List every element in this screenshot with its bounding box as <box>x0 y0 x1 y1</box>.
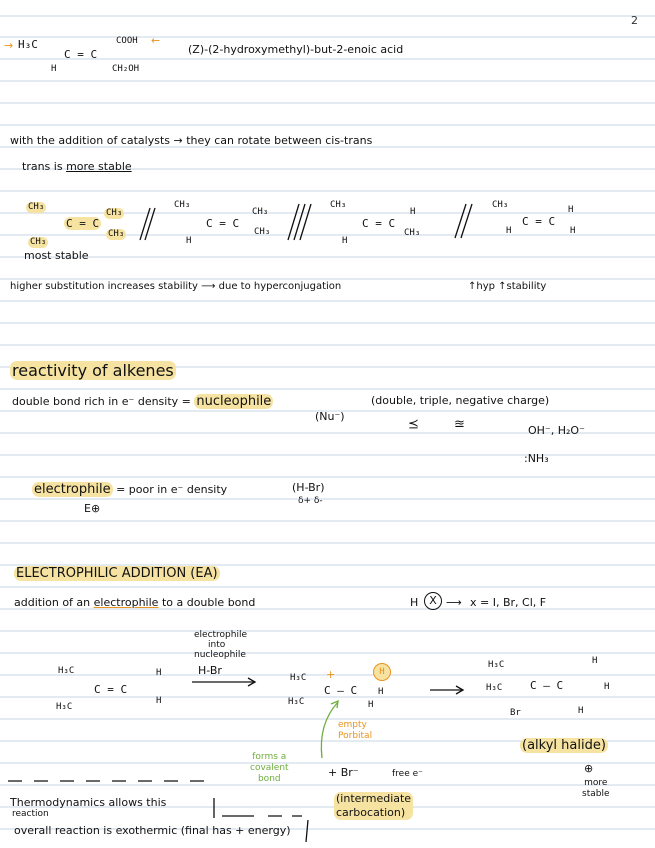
separator-2 <box>285 202 315 242</box>
product-single-bond: C — C <box>530 679 564 692</box>
ea-note-3: nucleophile <box>194 650 246 660</box>
hx-h: H <box>410 596 419 609</box>
nucleophile-symbol: (Nu⁻) <box>315 410 345 423</box>
isomer-c-top-right: H <box>410 207 416 217</box>
product-h3c-mid: H₃C <box>486 683 503 693</box>
ea-note-2: into <box>208 640 226 650</box>
nucleophile-examples: (double, triple, negative charge) <box>371 394 550 407</box>
free-electron: free e⁻ <box>392 769 423 779</box>
top-cooh: COOH <box>116 36 138 46</box>
trans-line <box>22 160 132 173</box>
intermediate-h3c-bottom: H₃C <box>288 697 305 707</box>
ea-reagent: H-Br <box>198 664 222 677</box>
isomer-b-bottom-right: CH₃ <box>254 227 271 237</box>
ea-definition <box>14 596 255 609</box>
isomer-b-top-left: CH₃ <box>174 200 191 210</box>
reactant-h-top: H <box>156 668 162 678</box>
intermediate-h3c-top: H₃C <box>290 673 307 683</box>
page-number: 2 <box>631 14 638 27</box>
hbr-example: (H-Br) <box>292 481 325 494</box>
product-br: Br <box>510 708 521 718</box>
hx-arrow: ⟶ <box>446 596 462 609</box>
triple-bond-symbol: ≊ <box>454 417 465 432</box>
isomer-d-bottom-left: H <box>506 226 512 236</box>
hbr-partial-charges: δ+ δ- <box>298 496 323 506</box>
electrophile-term: electrophile <box>34 482 111 497</box>
double-bond-symbol: ⪯ <box>408 417 419 432</box>
isomer-a-top-left: CH₃ <box>28 202 45 212</box>
ea-def-suffix: to a double bond <box>161 596 256 609</box>
hyperconjugation-line: higher substitution increases stability ⟶ due to hyperconjugation <box>10 281 342 292</box>
isomer-c-bottom-right: CH₃ <box>404 228 421 238</box>
reactivity-line <box>12 394 273 409</box>
product-h3c-top: H₃C <box>488 660 505 670</box>
top-h3c: H₃C <box>18 38 38 51</box>
intermediate-carbocation: (intermediate carbocation) <box>336 792 412 819</box>
covalent-bond-arrow <box>316 696 346 760</box>
nucleophile-term: nucleophile <box>196 394 272 409</box>
more-stable-plus: ⊕ <box>584 762 594 775</box>
bromide-ion: + Br⁻ <box>328 766 359 779</box>
separator-3 <box>452 202 476 240</box>
ion-examples: OH⁻, H₂O⁻ <box>528 424 585 437</box>
pointer-arrow-left: → <box>4 39 14 52</box>
empty-p-orbital: empty Porbital <box>338 720 373 741</box>
top-double-bond: C = C <box>64 48 98 61</box>
thermo-line-3: overall reaction is exothermic (final has + energy) <box>14 824 291 837</box>
more-stable-label: more stable <box>582 778 610 799</box>
isomer-c-top-left: CH₃ <box>330 200 347 210</box>
energy-dashed-line <box>6 776 206 786</box>
separator-1 <box>136 206 156 242</box>
forms-covalent-bond: forms a covalent bond <box>250 752 289 784</box>
isomer-a-bottom-left: CH₃ <box>30 237 47 247</box>
trans-more-stable: more stable <box>66 160 132 173</box>
isomer-d-double-bond: C = C <box>522 215 556 228</box>
top-ch2oh: CH₂OH <box>112 64 140 74</box>
intermediate-plus: + <box>326 668 336 681</box>
product-arrow <box>428 684 468 696</box>
top-h: H <box>51 64 57 74</box>
isomer-d-top-left: CH₃ <box>492 200 509 210</box>
isomer-d-top-right: H <box>568 205 574 215</box>
intermediate-h-circled: H <box>373 663 391 681</box>
reactivity-prefix: double bond rich in e⁻ density = <box>12 395 191 408</box>
reactant-h-bottom: H <box>156 696 162 706</box>
iupac-name: (Z)-(2-hydroxymethyl)-but-2-enoic acid <box>188 43 404 56</box>
hyperconjugation-note: ↑hyp ↑stability <box>468 281 547 292</box>
product-h-right: H <box>604 682 610 692</box>
reactant-h3c-top: H₃C <box>58 666 75 676</box>
catalysts-line: with the addition of catalysts → they can rotate between cis-trans <box>10 134 373 147</box>
ammonia: :NH₃ <box>524 452 549 465</box>
ea-note-1: electrophile <box>194 630 248 640</box>
trans-prefix: trans is <box>22 160 63 173</box>
ea-def-electrophile: electrophile <box>93 596 159 609</box>
product-h-top: H <box>592 656 598 666</box>
electrophile-def: = poor in e⁻ density <box>116 483 228 496</box>
thermo-line-2: reaction <box>12 809 49 819</box>
isomer-c-double-bond: C = C <box>362 217 396 230</box>
pointer-arrow-right: ← <box>151 34 161 47</box>
ea-def-prefix: addition of an <box>14 596 91 609</box>
isomer-c-bottom-left: H <box>342 236 348 246</box>
reactant-h3c-bottom: H₃C <box>56 702 73 712</box>
alkyl-halide-label: (alkyl halide) <box>522 738 606 753</box>
intermediate-h-right: H <box>378 687 384 697</box>
product-h-bottom: H <box>578 706 584 716</box>
hx-values: x = I, Br, Cl, F <box>470 596 547 609</box>
electrophile-line <box>32 482 227 497</box>
ea-heading: ELECTROPHILIC ADDITION (EA) <box>16 566 218 581</box>
isomer-b-top-right: CH₃ <box>252 207 269 217</box>
isomer-b-bottom-left: H <box>186 236 192 246</box>
isomer-a-top-right: CH₃ <box>106 208 123 218</box>
isomer-a-bottom-right: CH₃ <box>108 229 125 239</box>
isomer-b-double-bond: C = C <box>206 217 240 230</box>
isomer-a-double-bond: C = C <box>66 217 100 230</box>
hx-x-circled: X <box>424 592 442 610</box>
intermediate-h-bottom: H <box>368 700 374 710</box>
ea-reaction-arrow <box>190 676 260 688</box>
reactivity-heading: reactivity of alkenes <box>12 361 174 380</box>
thermo-line-1: Thermodynamics allows this <box>10 796 167 809</box>
electrophile-symbol: E⊕ <box>84 502 101 515</box>
intermediate-single-bond: C — C <box>324 684 358 697</box>
isomer-a-label: most stable <box>24 249 89 262</box>
isomer-d-bottom-right: H <box>570 226 576 236</box>
reactant-double-bond: C = C <box>94 683 128 696</box>
